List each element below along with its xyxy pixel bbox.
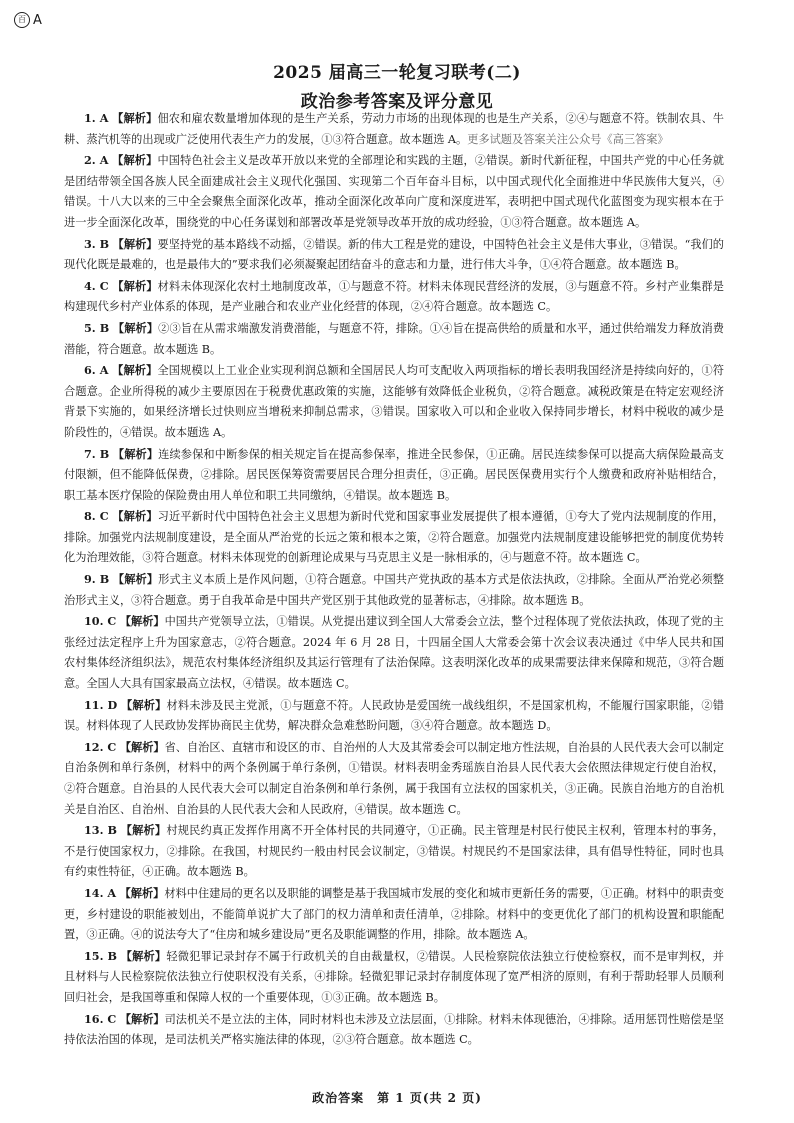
answer-item [64,234,724,276]
answer-explanation: ②③旨在从需求端激发消费潜能，与题意不符，排除。①④旨在提高供给的质量和水平，通过供给端发力释放消费潜能，符合题意。故本题选 B。 [64,321,724,356]
analysis-tag: 【解析】 [121,697,167,712]
answer-explanation: 连续参保和中断参保的相关规定旨在提高参保率，推进全民参保，①正确。居民连续参保可以提高大病保险最高支付限额，但不能降低保费，②排除。居民医保筹资需要居民合理分担责任，③正确。居民医保费用实行个人缴费和政府补贴相结合，职工基本医疗保险的保险费由用人单位和职工共同缴纳，④错误。故本题选 B。 [64,447,724,502]
answer-item [64,318,724,360]
analysis-tag: 【解析】 [112,572,159,587]
analysis-tag: 【解析】 [120,948,167,963]
analysis-tag: 【解析】 [119,1011,165,1026]
answer-number: 2. A [84,153,109,168]
paper-version-mark [14,12,42,28]
answer-list [64,108,724,1051]
page-footer: 政治答案 第 1 页(共 2 页) [312,1091,482,1105]
answer-item [64,1009,724,1051]
answer-item [64,946,724,1009]
answer-item [64,276,724,318]
answer-explanation: 佃农和雇农数量增加体现的是生产关系，劳动力市场的出现体现的也是生产关系，②④与题意不符。铁制农具、牛耕、蒸汽机等的出现或广泛使用代表生产力的发展，①③符合题意。故本题选 A。 [64,112,724,146]
analysis-tag: 【解析】 [119,614,165,629]
answer-item [64,737,724,820]
answer-number: 1. A [84,111,109,125]
document-header [0,58,794,112]
answer-item [64,695,724,737]
answer-explanation: 要坚持党的基本路线不动摇，②错误。新的伟大工程是党的建设，中国特色社会主义是伟大事业，③错误。“我们的现代化既是最难的，也是最伟大的”要求我们必须凝聚起团结奋斗的意志和力量，进行伟大斗争，①④符合题意。故本题选 B。 [64,237,724,272]
answer-number: 16. C [84,1011,117,1026]
answer-number: 12. C [84,739,117,754]
answer-number: 13. B [84,823,118,838]
answer-explanation: 习近平新时代中国特色社会主义思想为新时代党和国家事业发展提供了根本遵循，①夸大了党内法规制度的作用，排除。加强党内法规制度建设，是全面从严治党的长远之策和根本之策，②符合题意。加强党内法规制度建设能够把党的制度优势转化为治理效能，③符合题意。材料未体现党的创新理论成果与马克思主义是一脉相承的，④与题意不符。故本题选 C。 [64,510,724,565]
document-subtitle: 政治参考答案及评分意见 [300,92,494,112]
answer-explanation: 司法机关不是立法的主体，同时材料也未涉及立法层面，①排除。材料未体现德治，④排除。适用惩罚性赔偿是坚持依法治国的体现，是司法机关严格实施法律的体现，②③符合题意。故本题选 C。 [64,1012,724,1047]
answer-number: 7. B [84,446,110,461]
document-title: 2025 届高三一轮复习联考(二) [273,63,521,83]
promo-note: 更多试题及答案关注公众号《高三答案》 [467,132,669,146]
analysis-tag: 【解析】 [112,153,158,168]
analysis-tag: 【解析】 [112,278,158,293]
answer-explanation: 材料中住建局的更名以及职能的调整是基于我国城市发展的变化和城市更新任务的需要，①正确。材料中的职责变更，乡村建设的职能被划出，不能简单说扩大了部门的权力清单和责任清单，②排除。材料中的变更优化了部门的机构设置和职能配置，③正确。④的说法夸大了“住房和城乡建设局”更名及职能调整的作用，排除。故本题选 A。 [64,886,724,942]
badge-icon: 百 [14,12,30,28]
answer-item [64,108,724,150]
answer-number: 6. A [84,363,109,378]
answer-item [64,444,724,507]
answer-item [64,360,724,443]
answer-explanation: 中国共产党领导立法，①错误。从党提出建议到全国人大常委会立法，整个过程体现了党依法执政，体现了党的主张经过法定程序上升为国家意志，②符合题意。2024 年 6 月 28 日，十四届全国人大常委会第十次会议表决通过《中华人民共和国农村集体经济组织法》，规范农村集体经济组织及其运行管理有了法治保障。这表明深化改革的成果需要法律来保障和规范，③符合题意。全国人大具有国家最高立法权，④错误。故本题选 C。 [64,615,724,691]
answer-explanation: 村规民约真正发挥作用离不开全体村民的共同遵守，①正确。民主管理是村民行使民主权利，管理本村的事务，不是行使国家权力，②排除。在我国，村规民约一般由村民会议制定，③错误。村规民约不是国家法律，具有倡导性特征，同时也具有约束性特征，④正确。故本题选 B。 [64,824,724,879]
answer-explanation: 轻微犯罪记录封存不属于行政机关的自由裁量权，②错误。人民检察院依法独立行使检察权，而不是审判权，并且材料与人民检察院依法独立行使职权没有关系，④排除。轻微犯罪记录封存制度体现了宽严相济的原则，有利于帮助轻罪人员顺利回归社会，是我国尊重和保障人权的一个重要体现，①③正确。故本题选 B。 [64,949,724,1004]
answer-item [64,569,724,611]
answer-number: 15. B [84,948,118,963]
analysis-tag: 【解析】 [112,320,159,335]
answer-item [64,611,724,694]
answer-item [64,150,724,233]
analysis-tag: 【解析】 [119,885,165,900]
answer-explanation: 材料未体现深化农村土地制度改革，①与题意不符。材料未体现民营经济的发展，③与题意不符。乡村产业集群是构建现代乡村产业体系的体现，是产业融合和农业产业化经营的体现，②④符合题意。故本题选 C。 [64,279,724,314]
analysis-tag: 【解析】 [112,509,158,524]
answer-number: 14. A [84,885,117,900]
answer-explanation: 省、自治区、直辖市和设区的市、自治州的人大及其常委会可以制定地方性法规，自治县的人民代表大会可以制定自治条例和单行条例，材料中的两个条例属于单行条例，①错误。材料表明金秀瑶族自治县人民代表大会依照法律规定行使自治权，②符合题意。自治县的人民代表大会可以制定自治条例和单行条例，属于我国有立法权的国家机关，③正确。民族自治地方的自治机关是自治区、自治州、自治县的人民代表大会和人民政府，④错误。故本题选 C。 [64,740,724,816]
answer-number: 5. B [84,320,110,335]
answer-number: 11. D [84,697,118,712]
answer-item [64,883,724,946]
analysis-tag: 【解析】 [112,236,158,251]
analysis-tag: 【解析】 [112,446,159,461]
answer-number: 3. B [84,236,110,251]
answer-explanation: 中国特色社会主义是改革开放以来党的全部理论和实践的主题，②错误。新时代新征程，中国共产党的中心任务就是团结带领全国各族人民全面建成社会主义现代化强国、实现第二个百年奋斗目标，以中国式现代化全面推进中华民族伟大复兴，④错误。十八大以来的三中全会聚焦全面深化改革，推动全面深化改革向广度和深度进军，表明把中国式现代化蓝图变为现实根本在于进一步全面深化改革，围绕党的中心任务谋划和部署改革是党领导改革开放的成功经验，①③符合题意。故本题选 A。 [64,154,724,229]
analysis-tag: 【解析】 [119,739,165,754]
answer-explanation: 形式主义本质上是作风问题，①符合题意。中国共产党执政的基本方式是依法执政，②排除。全面从严治党必须整治形式主义，③符合题意。勇于自我革命是中国共产党区别于其他政党的显著标志，④排除。故本题选 B。 [64,573,724,607]
answer-number: 9. B [84,572,110,587]
answer-number: 10. C [84,614,117,629]
answer-explanation: 全国规模以上工业企业实现利润总额和全国居民人均可支配收入两项指标的增长表明我国经济是持续向好的，①符合题意。企业所得税的减少主要原因在于税费优惠政策的实施，这能够有效降低企业税负，②符合题意。减税政策是在特定宏观经济背景下实施的，如果经济增长过快则应当增税来抑制总需求，③错误。国家收入可以和企业收入保持同步增长，材料中税收的减少是阶段性的，④错误。故本题选 A。 [64,364,724,439]
answer-number: 4. C [84,278,109,293]
analysis-tag: 【解析】 [112,111,158,125]
answer-item [64,820,724,883]
analysis-tag: 【解析】 [112,363,158,378]
answer-item [64,506,724,569]
paper-version-letter: A [33,12,42,28]
answer-number: 8. C [84,509,109,524]
answer-explanation: 材料未涉及民主党派，①与题意不符。人民政协是爱国统一战线组织，不是国家机构，不能履行国家职能，②错误。材料体现了人民政协发挥协商民主优势，解决群众急难愁盼问题，③④符合题意。故本题选 D。 [64,698,724,733]
analysis-tag: 【解析】 [120,823,167,838]
